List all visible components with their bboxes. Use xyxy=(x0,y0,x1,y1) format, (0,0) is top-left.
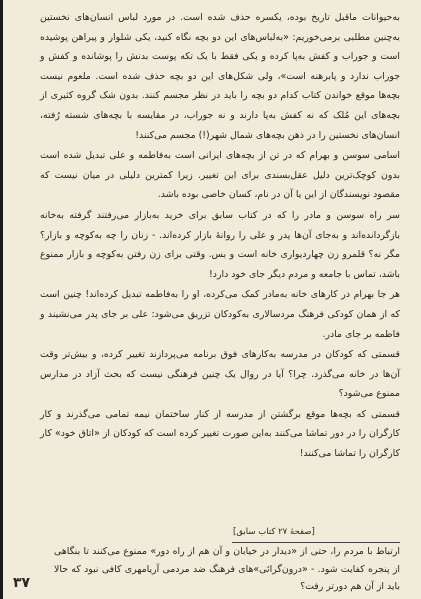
page-edge-shadow xyxy=(0,0,3,599)
paragraph-4: هر جا بهرام در کارهای خانه به‌مادر کمک می‌کرده، او را به‌فاطمه تبدیل کرده‌اند! چنین است که از همان کودکی فرهنگ مردسالاری به‌کودکان تزریق می‌شود: علی بر جای پدر می‌نشیند و فاطمه بر جای مادر. xyxy=(40,289,400,340)
page-number: ۳۷ xyxy=(13,575,31,591)
footnote-text: ارتباط با مردم را، حتی از «دیدار در خیابان و آن هم از راه دور» ممنوع می‌کنند تا بنگاهی از پنجره کفایت شود. - «درون‌گرائی»‌های فرهنگ ضد مردمی آریامهری کافی نبود که حالا باید از آن هم دورتر رفت؟ xyxy=(54,546,400,592)
reference-note: [ صفحهٔ ۲۷ کتاب سابق ] xyxy=(233,527,315,537)
body-text xyxy=(40,8,400,464)
paragraph-1: به‌حیوانات ماقبل تاریخ بوده، یکسره حذف شده است. در مورد لباس انسان‌های نخستین به‌چنین مطلبی برمی‌خوریم: «به‌لباس‌های این دو بچه نگاه کنید، یکی شلوار و پیراهن پوشیده است و جوراب و کفش به‌پا کرده و یکی فقط با یک تکه پوست بدنش را پوشانده و کفش و جوراب ندارد و پابرهنه است»، ولی شکل‌های این دو بچه حذف شده است. ملعوم نیست بچه‌ها موقع خواندن کتاب کدام دو بچه را باید در نظر مجسم کنند. بدون شک گروه کثیری از بچه‌های این مُلک که نه کفش به‌پا دارند و نه جوراب، در مقایسه با بچه‌های شسته رُفته، انسان‌های نخستین را در ذهن بچه‌های شمال شهر(!) مجسم می‌کنند! xyxy=(40,12,400,141)
paragraph-3: سر راه سوسن و مادر را که در کتاب سابق برای خرید به‌بازار می‌رفتند گرفته به‌خانه بازگردانده‌اند و به‌جای آن‌ها پدر و علی را روانهٔ بازار کرده‌اند. - زنان را چه به‌کوچه و بازار؟ مگر نه؟ قلمرو زن چهاردیواری خانه است و بس. وقتی برای زن رفتن به‌کوچه و بازار ممنوع باشد، تماس با جامعه و مردم دیگر جای خود دارد! xyxy=(40,209,400,280)
paragraph-6: قسمتی که بچه‌ها موقع برگشتن از مدرسه از کنار ساختمان نیمه تمامی می‌گذرند و کار کارگران را در دور تماشا می‌کنند به‌این صورت تغییر کرده است که کودکان از «اتاق خود» کار کارگران را تماشا می‌کنند! xyxy=(40,408,400,460)
paragraph-2: اسامی سوسن و بهرام که در تن از بچه‌های ایرانی است به‌فاطمه و علی تبدیل شده است بدون کوچک‌ترین دلیل عقل‌بسندی برای این تغییر. زیرا کمترین دلیلی در میان نیست که مقصود نویسندگان از این یا آن در نام، کسان خاصی بوده باشد. xyxy=(40,150,400,201)
paragraph-5: قسمتی که کودکان در مدرسه به‌کارهای فوق برنامه می‌پردازند تغییر کرده، و بیش‌تر وقت آن‌ها در خانه می‌گذرد. چرا؟ آیا در روال یک چنین فرهنگی نیست که بحث آزاد در مدارس ممنوع می‌شود؟ xyxy=(40,349,400,400)
